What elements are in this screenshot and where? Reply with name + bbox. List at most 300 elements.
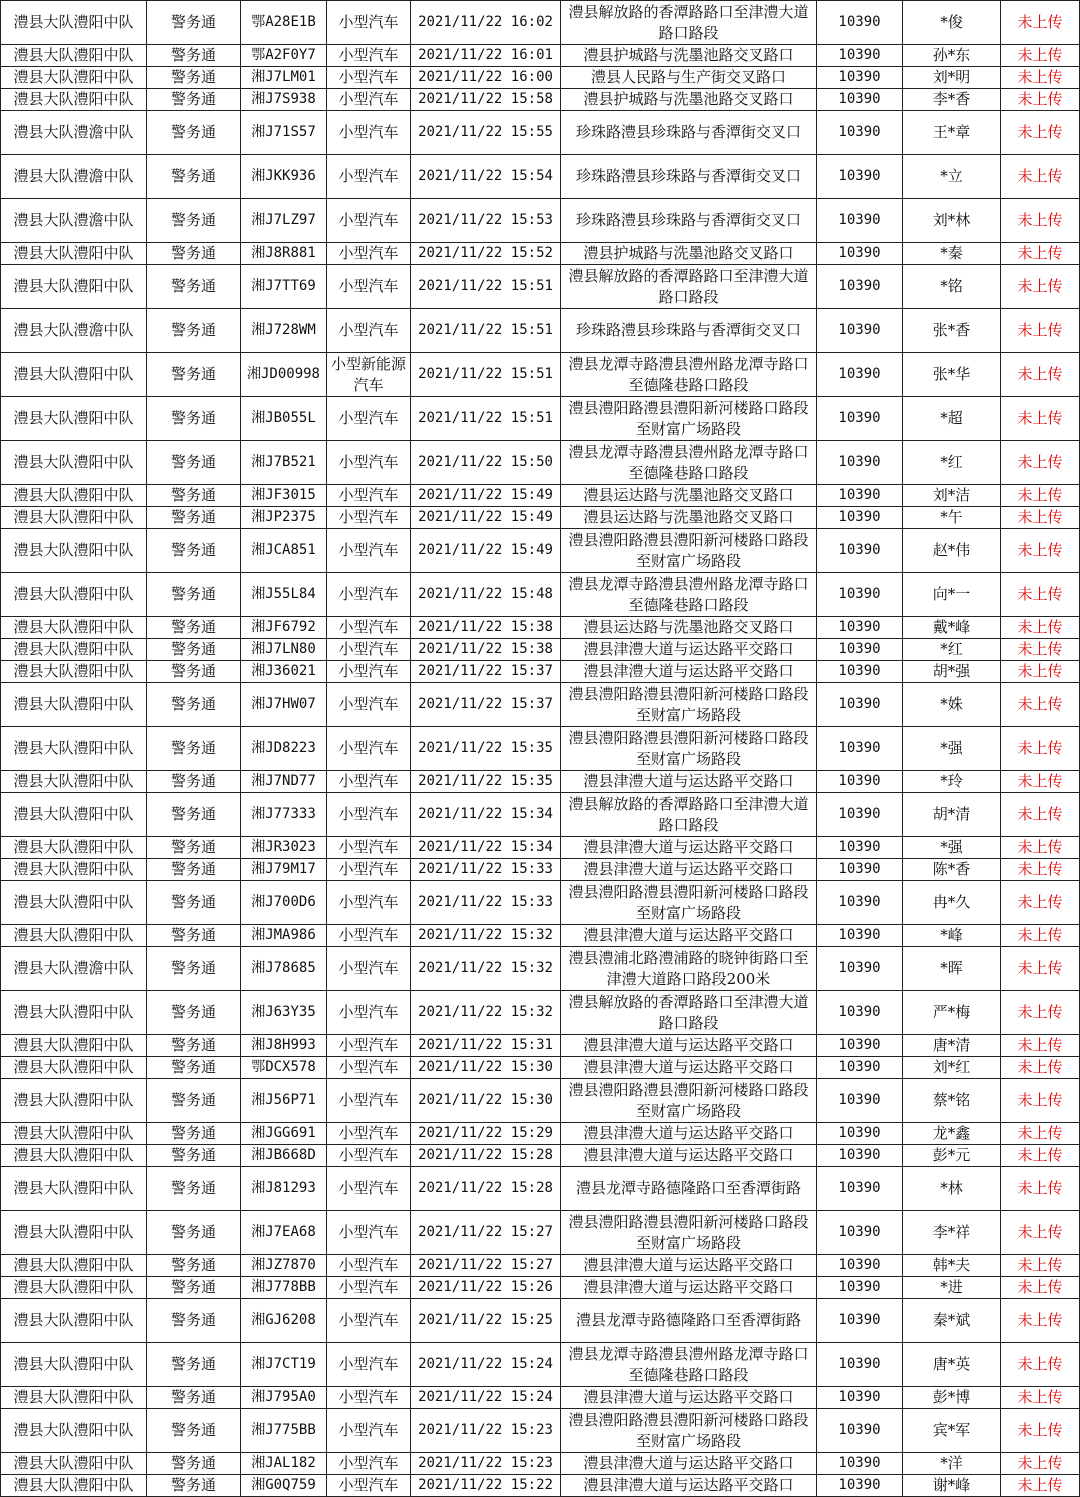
- name-cell: *立: [903, 155, 1001, 199]
- table-row: [1, 1409, 1080, 1453]
- vehicle-type-cell: 小型汽车: [327, 1167, 411, 1211]
- code-cell: 10390: [817, 727, 903, 771]
- unit-cell: 澧县大队澧阳中队: [1, 1035, 147, 1057]
- vehicle-type-cell: 小型汽车: [327, 1123, 411, 1145]
- time-cell: 2021/11/22 15:30: [411, 1079, 561, 1123]
- source-cell: 警务通: [147, 1277, 241, 1299]
- unit-cell: 澧县大队澧阳中队: [1, 1057, 147, 1079]
- source-cell: 警务通: [147, 45, 241, 67]
- vehicle-type-cell: 小型汽车: [327, 793, 411, 837]
- plate-cell: 鄂A28E1B: [241, 1, 327, 45]
- unit-cell: 澧县大队澧阳中队: [1, 793, 147, 837]
- location-cell: 澧县运达路与洗墨池路交叉路口: [561, 507, 817, 529]
- unit-cell: 澧县大队澧阳中队: [1, 1475, 147, 1497]
- code-cell: 10390: [817, 397, 903, 441]
- code-cell: 10390: [817, 859, 903, 881]
- name-cell: *午: [903, 507, 1001, 529]
- vehicle-type-cell: 小型汽车: [327, 771, 411, 793]
- name-cell: 唐*英: [903, 1343, 1001, 1387]
- table-row: [1, 573, 1080, 617]
- name-cell: 谢*峰: [903, 1475, 1001, 1497]
- code-cell: 10390: [817, 1211, 903, 1255]
- unit-cell: 澧县大队澧澹中队: [1, 111, 147, 155]
- time-cell: 2021/11/22 15:37: [411, 661, 561, 683]
- plate-cell: 湘JAL182: [241, 1453, 327, 1475]
- time-cell: 2021/11/22 15:50: [411, 441, 561, 485]
- code-cell: 10390: [817, 639, 903, 661]
- plate-cell: 湘J7S938: [241, 89, 327, 111]
- time-cell: 2021/11/22 15:25: [411, 1299, 561, 1343]
- table-row: [1, 1167, 1080, 1211]
- table-row: [1, 683, 1080, 727]
- source-cell: 警务通: [147, 243, 241, 265]
- location-cell: 澧县澧阳路澧县澧阳新河楼路口路段至财富广场路段: [561, 683, 817, 727]
- location-cell: 珍珠路澧县珍珠路与香潭街交叉口: [561, 155, 817, 199]
- source-cell: 警务通: [147, 507, 241, 529]
- code-cell: 10390: [817, 617, 903, 639]
- source-cell: 警务通: [147, 1453, 241, 1475]
- unit-cell: 澧县大队澧阳中队: [1, 1277, 147, 1299]
- code-cell: 10390: [817, 1035, 903, 1057]
- code-cell: 10390: [817, 947, 903, 991]
- name-cell: 陈*香: [903, 859, 1001, 881]
- plate-cell: 湘J7ND77: [241, 771, 327, 793]
- location-cell: 澧县澧阳路澧县澧阳新河楼路口路段至财富广场路段: [561, 881, 817, 925]
- source-cell: 警务通: [147, 397, 241, 441]
- name-cell: *林: [903, 1167, 1001, 1211]
- table-row: [1, 1475, 1080, 1497]
- location-cell: 澧县澧阳路澧县澧阳新河楼路口路段至财富广场路段: [561, 529, 817, 573]
- code-cell: 10390: [817, 353, 903, 397]
- plate-cell: 湘J63Y35: [241, 991, 327, 1035]
- plate-cell: 湘J7LZ97: [241, 199, 327, 243]
- code-cell: 10390: [817, 111, 903, 155]
- name-cell: 张*香: [903, 309, 1001, 353]
- unit-cell: 澧县大队澧阳中队: [1, 925, 147, 947]
- name-cell: *进: [903, 1277, 1001, 1299]
- name-cell: 冉*久: [903, 881, 1001, 925]
- unit-cell: 澧县大队澧阳中队: [1, 265, 147, 309]
- time-cell: 2021/11/22 16:02: [411, 1, 561, 45]
- code-cell: 10390: [817, 573, 903, 617]
- source-cell: 警务通: [147, 1343, 241, 1387]
- time-cell: 2021/11/22 15:33: [411, 859, 561, 881]
- source-cell: 警务通: [147, 1167, 241, 1211]
- location-cell: 澧县龙潭寺路澧县澧州路龙潭寺路口至德隆巷路口路段: [561, 353, 817, 397]
- unit-cell: 澧县大队澧澹中队: [1, 309, 147, 353]
- time-cell: 2021/11/22 15:32: [411, 947, 561, 991]
- status-cell: 未上传: [1001, 529, 1080, 573]
- source-cell: 警务通: [147, 1387, 241, 1409]
- source-cell: 警务通: [147, 1409, 241, 1453]
- vehicle-type-cell: 小型汽车: [327, 1409, 411, 1453]
- status-cell: 未上传: [1001, 199, 1080, 243]
- table-row: [1, 111, 1080, 155]
- vehicle-type-cell: 小型汽车: [327, 1299, 411, 1343]
- plate-cell: 湘J56P71: [241, 1079, 327, 1123]
- location-cell: 澧县龙潭寺路德隆路口至香潭街路: [561, 1167, 817, 1211]
- source-cell: 警务通: [147, 111, 241, 155]
- plate-cell: 湘J775BB: [241, 1409, 327, 1453]
- code-cell: 10390: [817, 771, 903, 793]
- unit-cell: 澧县大队澧阳中队: [1, 573, 147, 617]
- source-cell: 警务通: [147, 1475, 241, 1497]
- table-row: [1, 1255, 1080, 1277]
- name-cell: 胡*清: [903, 793, 1001, 837]
- time-cell: 2021/11/22 15:23: [411, 1453, 561, 1475]
- time-cell: 2021/11/22 15:51: [411, 265, 561, 309]
- location-cell: 澧县津澧大道与运达路平交路口: [561, 1035, 817, 1057]
- status-cell: 未上传: [1001, 1255, 1080, 1277]
- table-row: [1, 441, 1080, 485]
- time-cell: 2021/11/22 15:54: [411, 155, 561, 199]
- location-cell: 澧县津澧大道与运达路平交路口: [561, 1453, 817, 1475]
- code-cell: 10390: [817, 1453, 903, 1475]
- status-cell: 未上传: [1001, 925, 1080, 947]
- vehicle-type-cell: 小型汽车: [327, 507, 411, 529]
- table-row: [1, 353, 1080, 397]
- vehicle-type-cell: 小型汽车: [327, 1387, 411, 1409]
- plate-cell: 湘JF6792: [241, 617, 327, 639]
- code-cell: 10390: [817, 529, 903, 573]
- table-row: [1, 507, 1080, 529]
- name-cell: *强: [903, 727, 1001, 771]
- name-cell: 刘*洁: [903, 485, 1001, 507]
- status-cell: 未上传: [1001, 1079, 1080, 1123]
- vehicle-type-cell: 小型汽车: [327, 1145, 411, 1167]
- source-cell: 警务通: [147, 1123, 241, 1145]
- code-cell: 10390: [817, 1343, 903, 1387]
- vehicle-type-cell: 小型汽车: [327, 529, 411, 573]
- source-cell: 警务通: [147, 639, 241, 661]
- table-row: [1, 1453, 1080, 1475]
- name-cell: *强: [903, 837, 1001, 859]
- table-row: [1, 947, 1080, 991]
- plate-cell: 湘J778BB: [241, 1277, 327, 1299]
- code-cell: 10390: [817, 1167, 903, 1211]
- code-cell: 10390: [817, 441, 903, 485]
- table-row: [1, 1057, 1080, 1079]
- vehicle-type-cell: 小型汽车: [327, 925, 411, 947]
- location-cell: 澧县解放路的香潭路路口至津澧大道路口路段: [561, 1, 817, 45]
- vehicle-type-cell: 小型汽车: [327, 45, 411, 67]
- vehicle-type-cell: 小型汽车: [327, 397, 411, 441]
- code-cell: 10390: [817, 793, 903, 837]
- plate-cell: 湘J78685: [241, 947, 327, 991]
- location-cell: 珍珠路澧县珍珠路与香潭街交叉口: [561, 199, 817, 243]
- location-cell: 澧县澧阳路澧县澧阳新河楼路口路段至财富广场路段: [561, 1409, 817, 1453]
- name-cell: 宾*军: [903, 1409, 1001, 1453]
- unit-cell: 澧县大队澧阳中队: [1, 639, 147, 661]
- status-cell: 未上传: [1001, 1299, 1080, 1343]
- source-cell: 警务通: [147, 89, 241, 111]
- name-cell: *玲: [903, 771, 1001, 793]
- plate-cell: 湘JR3023: [241, 837, 327, 859]
- status-cell: 未上传: [1001, 155, 1080, 199]
- unit-cell: 澧县大队澧阳中队: [1, 441, 147, 485]
- unit-cell: 澧县大队澧阳中队: [1, 1167, 147, 1211]
- plate-cell: 湘J36021: [241, 661, 327, 683]
- location-cell: 澧县津澧大道与运达路平交路口: [561, 1277, 817, 1299]
- code-cell: 10390: [817, 507, 903, 529]
- time-cell: 2021/11/22 15:35: [411, 727, 561, 771]
- time-cell: 2021/11/22 15:34: [411, 793, 561, 837]
- unit-cell: 澧县大队澧阳中队: [1, 1453, 147, 1475]
- unit-cell: 澧县大队澧阳中队: [1, 45, 147, 67]
- plate-cell: 湘JKK936: [241, 155, 327, 199]
- time-cell: 2021/11/22 15:51: [411, 397, 561, 441]
- table-row: [1, 925, 1080, 947]
- time-cell: 2021/11/22 15:38: [411, 617, 561, 639]
- vehicle-type-cell: 小型汽车: [327, 1255, 411, 1277]
- vehicle-type-cell: 小型汽车: [327, 859, 411, 881]
- location-cell: 澧县护城路与洗墨池路交叉路口: [561, 45, 817, 67]
- location-cell: 澧县龙潭寺路澧县澧州路龙潭寺路口至德隆巷路口路段: [561, 1343, 817, 1387]
- location-cell: 澧县运达路与洗墨池路交叉路口: [561, 485, 817, 507]
- time-cell: 2021/11/22 15:24: [411, 1387, 561, 1409]
- table-row: [1, 639, 1080, 661]
- status-cell: 未上传: [1001, 353, 1080, 397]
- table-row: [1, 67, 1080, 89]
- time-cell: 2021/11/22 15:28: [411, 1167, 561, 1211]
- unit-cell: 澧县大队澧阳中队: [1, 1123, 147, 1145]
- time-cell: 2021/11/22 16:01: [411, 45, 561, 67]
- status-cell: 未上传: [1001, 617, 1080, 639]
- status-cell: 未上传: [1001, 1277, 1080, 1299]
- status-cell: 未上传: [1001, 309, 1080, 353]
- status-cell: 未上传: [1001, 1343, 1080, 1387]
- status-cell: 未上传: [1001, 441, 1080, 485]
- unit-cell: 澧县大队澧阳中队: [1, 1343, 147, 1387]
- plate-cell: 湘GJ6208: [241, 1299, 327, 1343]
- location-cell: 澧县津澧大道与运达路平交路口: [561, 771, 817, 793]
- table-row: [1, 991, 1080, 1035]
- unit-cell: 澧县大队澧澹中队: [1, 155, 147, 199]
- table-row: [1, 243, 1080, 265]
- vehicle-type-cell: 小型汽车: [327, 89, 411, 111]
- plate-cell: 湘J7B521: [241, 441, 327, 485]
- name-cell: 刘*林: [903, 199, 1001, 243]
- code-cell: 10390: [817, 991, 903, 1035]
- location-cell: 澧县津澧大道与运达路平交路口: [561, 1145, 817, 1167]
- unit-cell: 澧县大队澧阳中队: [1, 1387, 147, 1409]
- table-row: [1, 1277, 1080, 1299]
- unit-cell: 澧县大队澧阳中队: [1, 771, 147, 793]
- location-cell: 澧县津澧大道与运达路平交路口: [561, 1475, 817, 1497]
- status-cell: 未上传: [1001, 1475, 1080, 1497]
- vehicle-type-cell: 小型汽车: [327, 485, 411, 507]
- vehicle-type-cell: 小型汽车: [327, 837, 411, 859]
- name-cell: 唐*清: [903, 1035, 1001, 1057]
- source-cell: 警务通: [147, 859, 241, 881]
- unit-cell: 澧县大队澧阳中队: [1, 991, 147, 1035]
- unit-cell: 澧县大队澧阳中队: [1, 727, 147, 771]
- vehicle-type-cell: 小型汽车: [327, 67, 411, 89]
- source-cell: 警务通: [147, 1057, 241, 1079]
- plate-cell: 湘JF3015: [241, 485, 327, 507]
- status-cell: 未上传: [1001, 1, 1080, 45]
- code-cell: 10390: [817, 683, 903, 727]
- source-cell: 警务通: [147, 881, 241, 925]
- status-cell: 未上传: [1001, 485, 1080, 507]
- plate-cell: 湘J7HW07: [241, 683, 327, 727]
- name-cell: 蔡*铭: [903, 1079, 1001, 1123]
- status-cell: 未上传: [1001, 947, 1080, 991]
- unit-cell: 澧县大队澧阳中队: [1, 881, 147, 925]
- unit-cell: 澧县大队澧阳中队: [1, 683, 147, 727]
- location-cell: 澧县解放路的香潭路路口至津澧大道路口路段: [561, 793, 817, 837]
- table-row: [1, 727, 1080, 771]
- name-cell: 刘*红: [903, 1057, 1001, 1079]
- plate-cell: 鄂A2F0Y7: [241, 45, 327, 67]
- time-cell: 2021/11/22 15:28: [411, 1145, 561, 1167]
- status-cell: 未上传: [1001, 639, 1080, 661]
- location-cell: 澧县津澧大道与运达路平交路口: [561, 1057, 817, 1079]
- time-cell: 2021/11/22 15:26: [411, 1277, 561, 1299]
- location-cell: 澧县解放路的香潭路路口至津澧大道路口路段: [561, 265, 817, 309]
- vehicle-type-cell: 小型汽车: [327, 243, 411, 265]
- code-cell: 10390: [817, 661, 903, 683]
- vehicle-type-cell: 小型汽车: [327, 947, 411, 991]
- source-cell: 警务通: [147, 265, 241, 309]
- vehicle-type-cell: 小型汽车: [327, 683, 411, 727]
- status-cell: 未上传: [1001, 507, 1080, 529]
- source-cell: 警务通: [147, 485, 241, 507]
- location-cell: 澧县澧阳路澧县澧阳新河楼路口路段至财富广场路段: [561, 397, 817, 441]
- status-cell: 未上传: [1001, 397, 1080, 441]
- table-row: [1, 1343, 1080, 1387]
- time-cell: 2021/11/22 15:51: [411, 353, 561, 397]
- time-cell: 2021/11/22 15:24: [411, 1343, 561, 1387]
- time-cell: 2021/11/22 15:27: [411, 1255, 561, 1277]
- vehicle-type-cell: 小型汽车: [327, 309, 411, 353]
- plate-cell: 湘JB055L: [241, 397, 327, 441]
- unit-cell: 澧县大队澧阳中队: [1, 859, 147, 881]
- name-cell: 刘*明: [903, 67, 1001, 89]
- time-cell: 2021/11/22 15:49: [411, 507, 561, 529]
- table-row: [1, 617, 1080, 639]
- source-cell: 警务通: [147, 661, 241, 683]
- vehicle-type-cell: 小型汽车: [327, 1057, 411, 1079]
- code-cell: 10390: [817, 1475, 903, 1497]
- location-cell: 澧县龙潭寺路澧县澧州路龙潭寺路口至德隆巷路口路段: [561, 441, 817, 485]
- code-cell: 10390: [817, 485, 903, 507]
- vehicle-type-cell: 小型汽车: [327, 617, 411, 639]
- time-cell: 2021/11/22 15:49: [411, 485, 561, 507]
- table-row: [1, 309, 1080, 353]
- status-cell: 未上传: [1001, 89, 1080, 111]
- location-cell: 澧县人民路与生产街交叉路口: [561, 67, 817, 89]
- vehicle-type-cell: 小型汽车: [327, 1079, 411, 1123]
- source-cell: 警务通: [147, 1079, 241, 1123]
- table-row: [1, 1123, 1080, 1145]
- unit-cell: 澧县大队澧阳中队: [1, 1255, 147, 1277]
- location-cell: 澧县津澧大道与运达路平交路口: [561, 837, 817, 859]
- unit-cell: 澧县大队澧阳中队: [1, 1079, 147, 1123]
- location-cell: 澧县津澧大道与运达路平交路口: [561, 1255, 817, 1277]
- plate-cell: 湘J71S57: [241, 111, 327, 155]
- status-cell: 未上传: [1001, 45, 1080, 67]
- status-cell: 未上传: [1001, 771, 1080, 793]
- time-cell: 2021/11/22 16:00: [411, 67, 561, 89]
- plate-cell: 湘JZ7870: [241, 1255, 327, 1277]
- plate-cell: 湘J79M17: [241, 859, 327, 881]
- table-row: [1, 1, 1080, 45]
- unit-cell: 澧县大队澧阳中队: [1, 529, 147, 573]
- location-cell: 澧县津澧大道与运达路平交路口: [561, 639, 817, 661]
- vehicle-type-cell: 小型新能源汽车: [327, 353, 411, 397]
- plate-cell: 湘JCA851: [241, 529, 327, 573]
- status-cell: 未上传: [1001, 881, 1080, 925]
- table-row: [1, 199, 1080, 243]
- table-row: [1, 265, 1080, 309]
- unit-cell: 澧县大队澧阳中队: [1, 661, 147, 683]
- time-cell: 2021/11/22 15:29: [411, 1123, 561, 1145]
- code-cell: 10390: [817, 881, 903, 925]
- status-cell: 未上传: [1001, 1123, 1080, 1145]
- code-cell: 10390: [817, 1387, 903, 1409]
- code-cell: 10390: [817, 1145, 903, 1167]
- table-row: [1, 1145, 1080, 1167]
- table-row: [1, 837, 1080, 859]
- vehicle-type-cell: 小型汽车: [327, 1211, 411, 1255]
- time-cell: 2021/11/22 15:23: [411, 1409, 561, 1453]
- location-cell: 澧县澧浦北路澧浦路的晓钟街路口至津澧大道路口路段200米: [561, 947, 817, 991]
- name-cell: 龙*鑫: [903, 1123, 1001, 1145]
- unit-cell: 澧县大队澧阳中队: [1, 67, 147, 89]
- source-cell: 警务通: [147, 155, 241, 199]
- name-cell: 严*梅: [903, 991, 1001, 1035]
- status-cell: 未上传: [1001, 1167, 1080, 1211]
- name-cell: 向*一: [903, 573, 1001, 617]
- plate-cell: 湘JB668D: [241, 1145, 327, 1167]
- location-cell: 澧县龙潭寺路澧县澧州路龙潭寺路口至德隆巷路口路段: [561, 573, 817, 617]
- unit-cell: 澧县大队澧阳中队: [1, 837, 147, 859]
- vehicle-type-cell: 小型汽车: [327, 661, 411, 683]
- status-cell: 未上传: [1001, 683, 1080, 727]
- location-cell: 珍珠路澧县珍珠路与香潭街交叉口: [561, 111, 817, 155]
- name-cell: *洋: [903, 1453, 1001, 1475]
- name-cell: 孙*东: [903, 45, 1001, 67]
- vehicle-type-cell: 小型汽车: [327, 111, 411, 155]
- name-cell: 彭*博: [903, 1387, 1001, 1409]
- vehicle-type-cell: 小型汽车: [327, 573, 411, 617]
- status-cell: 未上传: [1001, 1387, 1080, 1409]
- table-row: [1, 1299, 1080, 1343]
- status-cell: 未上传: [1001, 727, 1080, 771]
- table-row: [1, 45, 1080, 67]
- vehicle-type-cell: 小型汽车: [327, 727, 411, 771]
- code-cell: 10390: [817, 45, 903, 67]
- status-cell: 未上传: [1001, 793, 1080, 837]
- code-cell: 10390: [817, 243, 903, 265]
- vehicle-type-cell: 小型汽车: [327, 155, 411, 199]
- location-cell: 澧县澧阳路澧县澧阳新河楼路口路段至财富广场路段: [561, 1211, 817, 1255]
- source-cell: 警务通: [147, 353, 241, 397]
- name-cell: 胡*强: [903, 661, 1001, 683]
- code-cell: 10390: [817, 1057, 903, 1079]
- location-cell: 澧县澧阳路澧县澧阳新河楼路口路段至财富广场路段: [561, 1079, 817, 1123]
- time-cell: 2021/11/22 15:53: [411, 199, 561, 243]
- vehicle-type-cell: 小型汽车: [327, 639, 411, 661]
- table-body: [1, 1, 1080, 1497]
- vehicle-type-cell: 小型汽车: [327, 1, 411, 45]
- code-cell: 10390: [817, 1123, 903, 1145]
- table-row: [1, 793, 1080, 837]
- location-cell: 澧县运达路与洗墨池路交叉路口: [561, 617, 817, 639]
- name-cell: 张*华: [903, 353, 1001, 397]
- time-cell: 2021/11/22 15:22: [411, 1475, 561, 1497]
